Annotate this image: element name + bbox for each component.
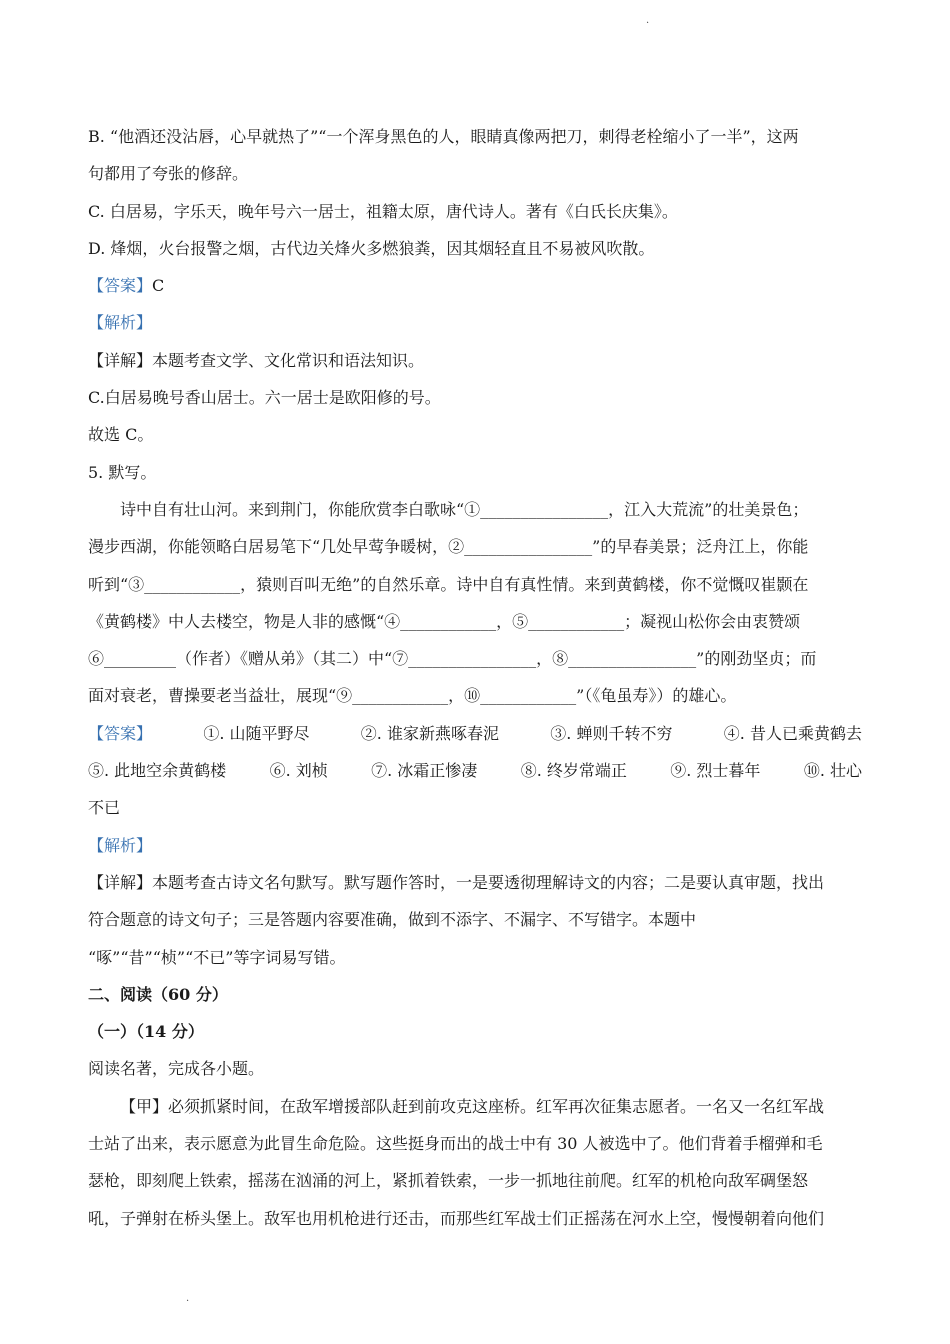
answer-item: ⑥. 刘桢 [269,761,328,781]
answer-item: ②. 谁家新燕啄春泥 [360,723,499,743]
q5-paragraph-line3: 听到“③____________，猿则百叫无绝”的自然乐章。诗中自有真性情。来到黄鹤楼，你不觉慨叹崔颢在 [88,574,809,594]
q5-paragraph-line1: 诗中自有壮山河。来到荆门，你能欣赏李白歌咏“①________________，江入大荒流”的壮美景色； [120,499,809,519]
q5-paragraph-line2: 漫步西湖，你能领略白居易笔下“几处早莺争暖树，②________________”的早春美景；泛舟江上，你能 [88,537,809,557]
page-mark-bottom: · [186,1296,190,1307]
answer-item: ⑤. 此地空余黄鹤楼 [88,761,227,781]
detail-text: 本题考查文学、文化常识和语法知识。 [152,350,425,370]
q4-answer [88,267,862,304]
q4-choose: 故选 C。 [88,425,154,445]
q4-detail [88,342,862,379]
passage-jia-line4: 吼，子弹射在桥头堡上。敌军也用机枪进行还击，而那些红军战士们正摇荡在河水上空，慢慢朝着向他们 [88,1208,825,1228]
answer-value: C [152,276,165,296]
q5-analysis-label: 【解析】 [88,835,153,855]
answer-label: 【答案】 [88,723,153,743]
answer-item: ⑧. 终岁常端正 [520,761,627,781]
q4-option-c: C. 白居易，字乐天，晚年号六一居士，祖籍太原，唐代诗人。著有《白氏长庆集》。 [88,201,678,221]
q5-paragraph-line5: ⑥_________（作者）《赠从弟》（其二）中“⑦________________，⑧________________”的刚劲坚贞；而 [88,649,817,669]
answer-label: 【答案】 [88,276,153,296]
q4-option-b-line2: 句都用了夸张的修辞。 [88,164,249,184]
q5-detail-line3: “啄”“昔”“桢”“不已”等字词易写错。 [88,947,346,967]
answer-item: ⑨. 烈士暮年 [670,761,761,781]
q5-answers-row2 [88,752,862,789]
answer-item: ①. 山随平野尽 [203,723,310,743]
page-mark-top: · [646,18,650,29]
q5-detail-line2: 符合题意的诗文句子；三是答题内容要准确，做到不添字、不漏字、不写错字。本题中 [88,910,697,930]
answer-item: ⑦. 冰霜正惨凄 [371,761,478,781]
q5-paragraph-line6: 面对衰老，曹操要老当益壮，展现“⑨____________，⑩____________”（《龟虽寿》）的雄心。 [88,686,737,706]
answer-item: ③. 蝉则千转不穷 [550,723,673,743]
answer-item: ④. 昔人已乘黄鹤去 [723,723,862,743]
passage-jia-line2: 士站了出来，表示愿意为此冒生命危险。这些挺身而出的战士中有 30 人被选中了。他们背着手榴弹和毛 [88,1134,823,1154]
q4-option-d: D. 烽烟，火台报警之烟，古代边关烽火多燃狼粪，因其烟轻直且不易被风吹散。 [88,238,655,258]
section2-subtitle: （一）（14 分） [88,1022,204,1042]
q5-answers-row3: 不已 [88,798,121,818]
detail-label: 【详解】 [88,350,153,370]
answer-item: ⑩. 壮心 [803,761,862,781]
q5-detail-line1 [88,864,862,901]
q4-analysis-label: 【解析】 [88,313,153,333]
section2-title: 二、阅读（60 分） [88,984,228,1004]
detail-text: 本题考查古诗文名句默写。默写题作答时，一是要透彻理解诗文的内容；二是要认真审题，找出 [152,872,825,892]
q5-answers-row1 [88,715,862,752]
section2-instruction: 阅读名著，完成各小题。 [88,1059,265,1079]
q4-detail-c: C.白居易晚号香山居士。六一居士是欧阳修的号。 [88,388,441,408]
passage-jia-line3: 瑟枪，即刻爬上铁索，摇荡在汹涌的河上，紧抓着铁索，一步一抓地往前爬。红军的机枪向敌军碉堡怒 [88,1171,809,1191]
q5-title: 5. 默写。 [88,462,157,482]
passage-jia-line1 [88,1088,862,1125]
passage-text: 必须抓紧时间，在敌军增援部队赶到前攻克这座桥。红军再次征集志愿者。一名又一名红军战 [168,1096,825,1116]
q4-option-b-line1: B. “他酒还没沾唇，心早就热了”“一个浑身黑色的人，眼睛真像两把刀，刺得老栓缩小了一半”，这两 [88,127,799,146]
document-body [88,118,862,1237]
detail-label: 【详解】 [88,872,153,892]
q5-paragraph-line4: 《黄鹤楼》中人去楼空，物是人非的感慨“④____________，⑤____________；凝视山松你会由衷赞颂 [88,611,801,631]
passage-label: 【甲】 [120,1096,169,1116]
